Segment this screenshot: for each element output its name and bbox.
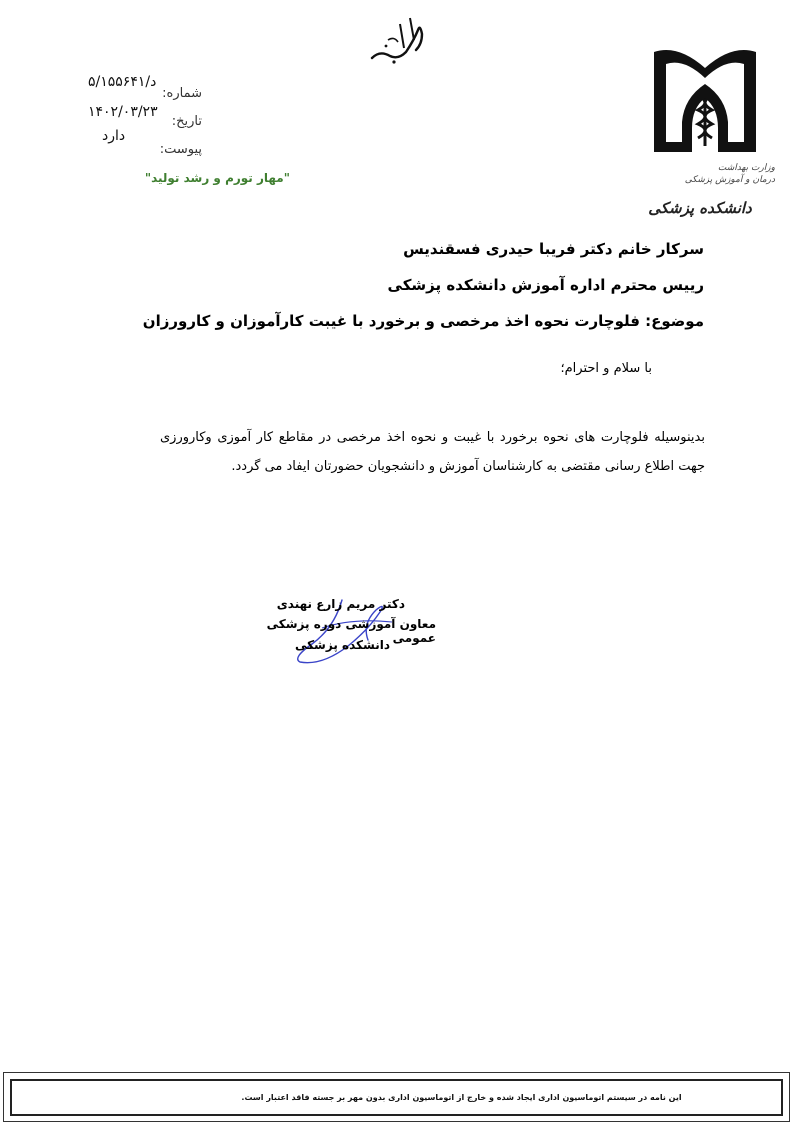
year-slogan: "مهار تورم و رشد تولید" bbox=[144, 171, 290, 185]
salutation: با سلام و احترام؛ bbox=[560, 361, 652, 376]
date-value: ۱۴۰۲/۰۳/۲۳ bbox=[88, 104, 158, 120]
signatory-unit: دانشکده پزشکی bbox=[294, 638, 390, 652]
number-value: ۵/د/۱۵۵۶۴۱ bbox=[88, 74, 157, 90]
signatory-name: دکتر مریم زارع نهندی bbox=[276, 597, 405, 611]
number-label: شماره: bbox=[162, 86, 202, 101]
date-label: تاریخ: bbox=[171, 114, 202, 129]
logo-caption: دانشکده پزشکی bbox=[648, 199, 752, 217]
university-logo bbox=[640, 42, 770, 182]
footer-notice: این نامه در سیستم اتوماسیون اداری ایجاد شده و خارج از اتوماسیون اداری بدون مهر بر جسته فاقد اعتبار است. bbox=[241, 1093, 682, 1102]
letter-body: بدینوسیله فلوچارت های نحوه برخورد با غیبت و نحوه اخذ مرخصی در مقاطع کار آموزی وکارورزی جهت اطلاع رسانی مقتضی به کارشناسان آموزش و دانشجویان حضورتان ایفاد می گردد. bbox=[160, 430, 705, 474]
recipient-line: سرکار خانم دکتر فریبا حیدری فسقندیس bbox=[403, 240, 704, 258]
ministry-line: درمان و آموزش پزشکی bbox=[684, 175, 775, 185]
letter-subject: موضوع: فلوچارت نحوه اخذ مرخصی و برخورد با غیبت کارآموزان و کارورزان bbox=[142, 312, 704, 330]
ministry-calligraphy bbox=[655, 162, 775, 196]
recipient-position: رییس محترم اداره آموزش دانشکده پزشکی bbox=[387, 276, 704, 294]
ministry-line: وزارت بهداشت bbox=[717, 163, 775, 173]
bismillah-calligraphy bbox=[360, 10, 440, 70]
signatory-title: معاون آموزشی دوره پزشکی عمومی bbox=[266, 617, 436, 645]
attachment-label: پیوست: bbox=[159, 142, 202, 157]
footer-box bbox=[10, 1079, 783, 1116]
attachment-value: دارد bbox=[102, 128, 126, 144]
